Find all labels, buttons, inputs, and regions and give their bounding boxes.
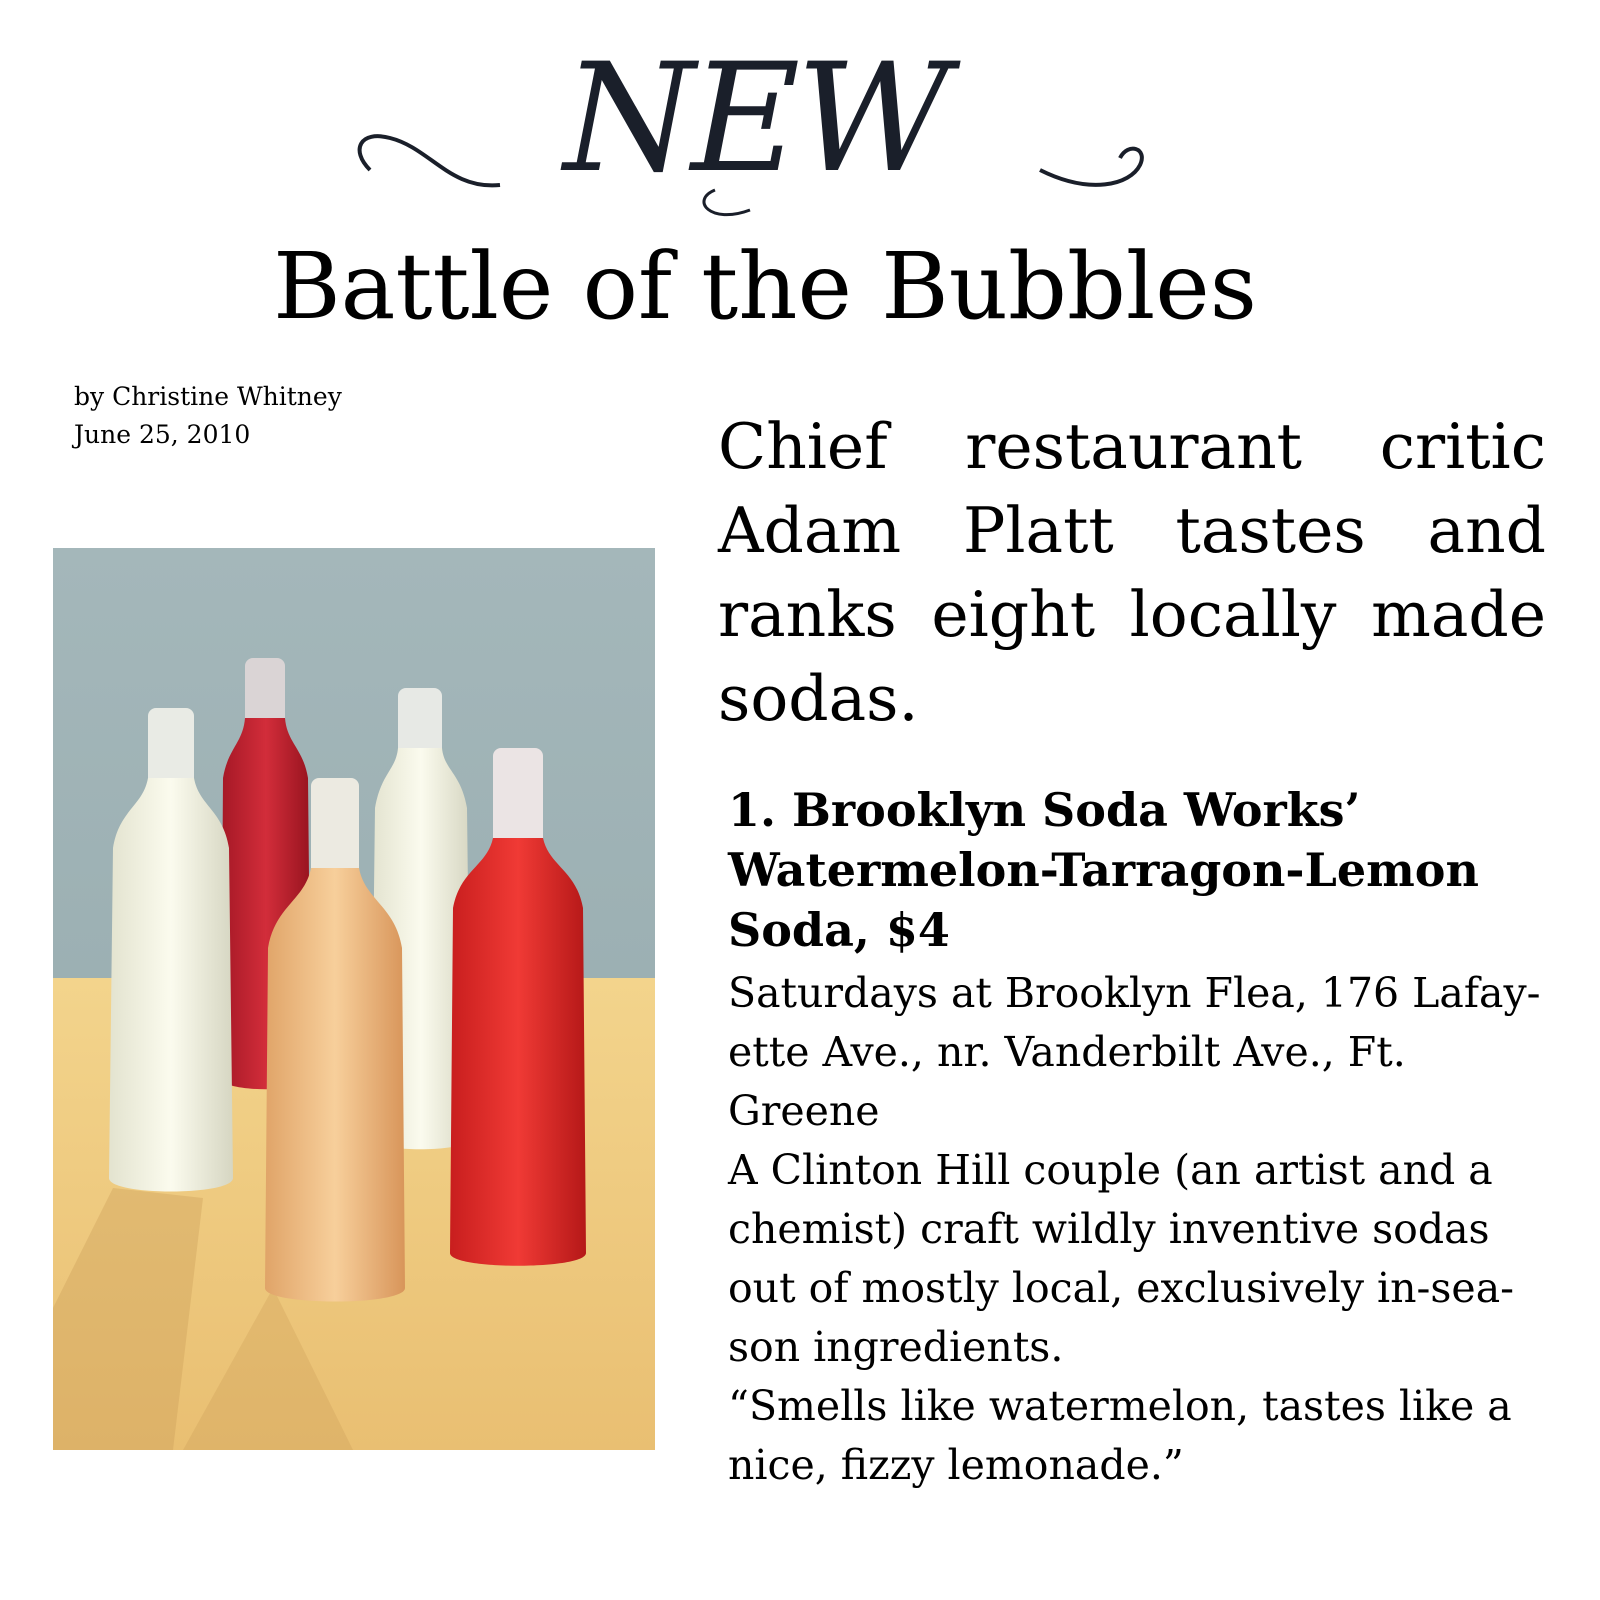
entry-quote-line: “Smells like watermelon, tastes like a — [728, 1382, 1512, 1430]
soda-bottles-photo — [53, 548, 655, 1450]
svg-text:NEW: NEW — [563, 32, 947, 206]
entry-location-line: Saturdays at Brooklyn Flea, 176 Lafay- — [728, 969, 1541, 1017]
entry-location-line: Greene — [728, 1087, 880, 1135]
soda-entry-1 — [728, 780, 1558, 1495]
entry-title-line: Soda, $4 — [728, 903, 950, 957]
article-headline: Battle of the Bubbles — [273, 233, 1257, 340]
article-dek: Chief restaurant critic Adam Platt tastes and ranks eight locally made sodas. — [718, 410, 1546, 735]
entry-title — [728, 780, 1558, 960]
entry-description — [728, 1141, 1558, 1377]
entry-description-line: A Clinton Hill couple (an artist and a — [728, 1146, 1493, 1194]
entry-location — [728, 964, 1558, 1141]
entry-description-line: son ingredients. — [728, 1323, 1064, 1371]
entry-title-line: 1. Brooklyn Soda Works’ — [728, 783, 1361, 837]
new-york-magazine-logo — [330, 20, 1190, 230]
entry-location-line: ette Ave., nr. Vanderbilt Ave., Ft. — [728, 1028, 1406, 1076]
entry-description-line: out of mostly local, exclusively in-sea- — [728, 1264, 1514, 1312]
author: by Christine Whitney — [74, 382, 342, 411]
entry-quote — [728, 1377, 1558, 1495]
publish-date: June 25, 2010 — [74, 420, 251, 449]
entry-description-line: chemist) craft wildly inventive sodas — [728, 1205, 1490, 1253]
entry-quote-line: nice, fizzy lemonade.” — [728, 1441, 1184, 1489]
entry-title-line: Watermelon-Tarragon-Lemon — [728, 843, 1479, 897]
byline — [74, 378, 342, 454]
